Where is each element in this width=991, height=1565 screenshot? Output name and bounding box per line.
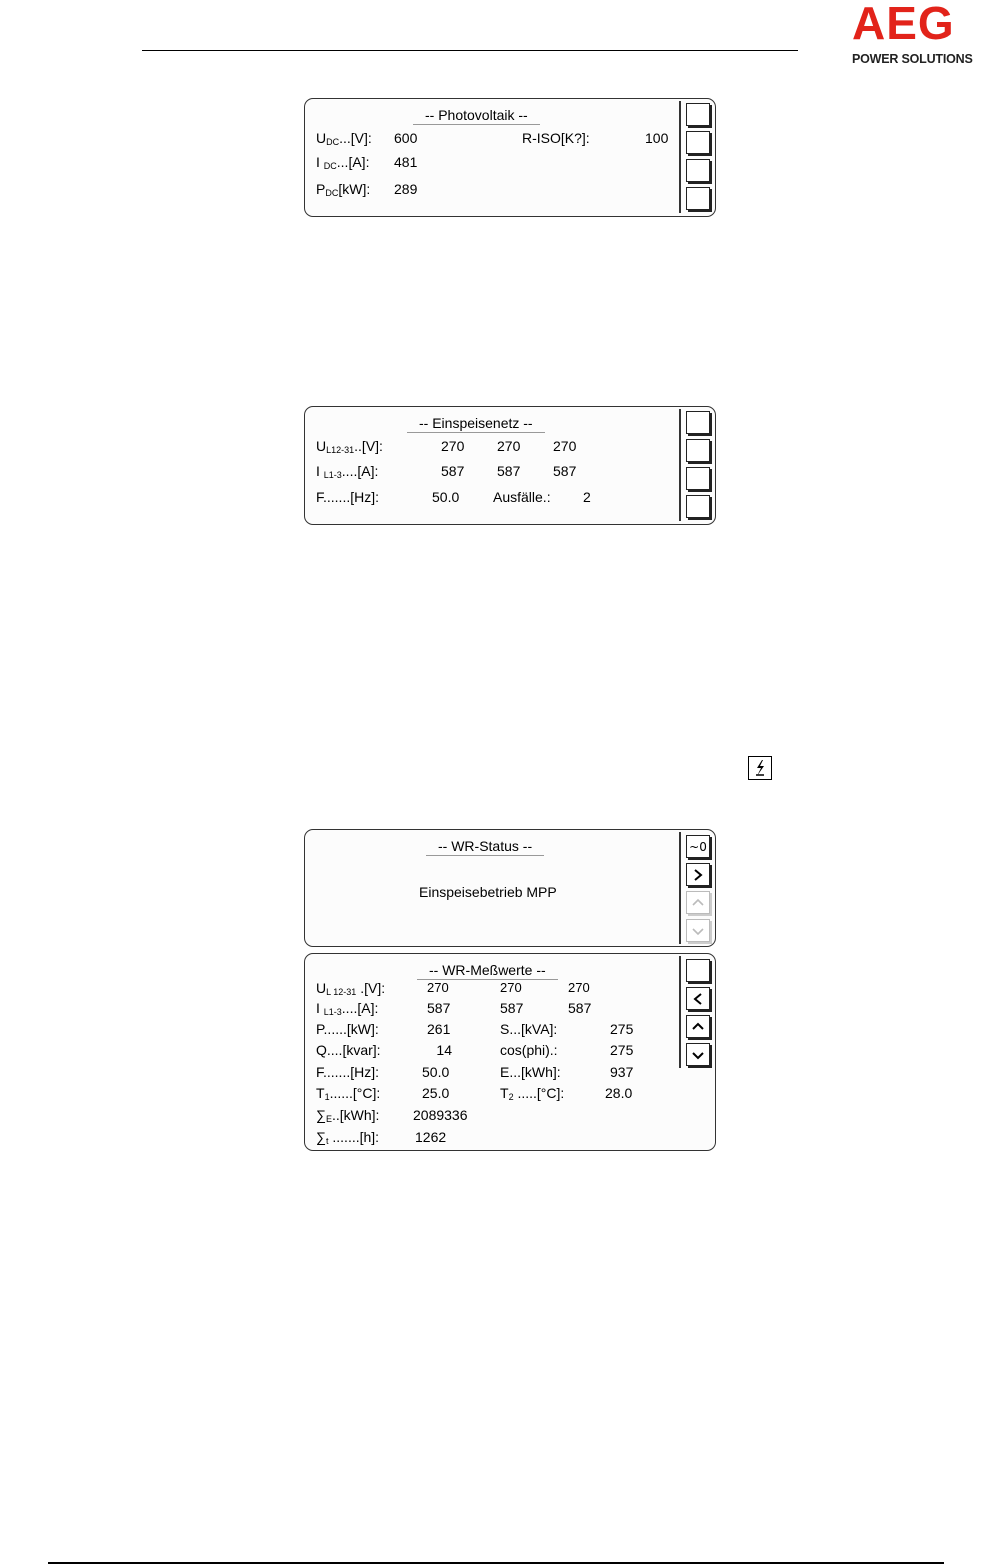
side-button-1[interactable] [686, 411, 710, 434]
photovoltaik-panel [304, 98, 716, 217]
header-rule [142, 50, 798, 51]
s-label: S...[kVA]: [500, 1021, 558, 1037]
lightning-warning-icon [748, 756, 772, 780]
i-label: I $_{L1-3}$....[A]: [316, 1000, 379, 1017]
wr-status-panel [304, 829, 716, 947]
status-text: Einspeisebetrieb MPP [419, 884, 557, 900]
side-divider [679, 956, 681, 1068]
f-value: 50.0 [432, 489, 460, 505]
cos-value: 275 [610, 1042, 634, 1058]
u-value-2: 270 [500, 980, 522, 995]
side-divider [679, 101, 681, 213]
u-value-1: 270 [427, 980, 449, 995]
ausfaelle-label: Ausfälle.: [493, 489, 551, 505]
side-button-2[interactable] [686, 131, 710, 154]
side-button-blank[interactable] [686, 959, 710, 982]
idc-value: 481 [394, 154, 418, 170]
pdc-label: $P_{DC}[kW]$: [316, 181, 371, 198]
side-button-1[interactable] [686, 103, 710, 126]
side-divider [679, 832, 681, 944]
i-value-2: 587 [497, 463, 521, 479]
e-label: E...[kWh]: [500, 1064, 561, 1080]
sum-energy-label: $\sum_E..[kWh]$: [316, 1107, 380, 1124]
panel-title: -- WR-Status -- [426, 838, 544, 856]
q-value: 14 [436, 1042, 452, 1058]
p-value: 261 [427, 1021, 451, 1037]
panel-title: -- WR-Meßwerte -- [417, 962, 558, 980]
logo-tagline: POWER SOLUTIONS [852, 52, 973, 66]
f-value: 50.0 [422, 1064, 450, 1080]
t1-label: $T_1......[^\circ C]$: [316, 1085, 381, 1102]
i-value-3: 587 [568, 1000, 592, 1016]
footer-rule [48, 1562, 944, 1564]
scroll-down-button[interactable] [686, 919, 710, 942]
panel-title: -- Photovoltaik -- [413, 107, 540, 125]
i-value-1: 587 [441, 463, 465, 479]
i-value-3: 587 [553, 463, 577, 479]
wr-messwerte-panel [304, 953, 716, 1151]
u-value-3: 270 [568, 980, 590, 995]
side-divider [679, 409, 681, 521]
pdc-value: 289 [394, 181, 418, 197]
chevron-right-icon [692, 869, 704, 881]
s-value: 275 [610, 1021, 634, 1037]
sum-energy-value: 2089336 [413, 1107, 468, 1123]
panel-title: -- Einspeisenetz -- [407, 415, 545, 433]
q-label: Q....[kvar]: [316, 1042, 381, 1058]
side-button-4[interactable] [686, 187, 710, 210]
side-button-3[interactable] [686, 159, 710, 182]
f-label: F.......[Hz]: [316, 489, 380, 505]
sum-time-label: $\sum_t$ .......[h]: [316, 1129, 380, 1146]
chevron-down-icon [692, 1049, 704, 1061]
t2-value: 28.0 [605, 1085, 633, 1101]
chevron-down-icon [692, 925, 704, 937]
udc-label: $U_{DC}...[V]$: [316, 130, 372, 147]
scroll-down-button[interactable] [686, 1043, 710, 1066]
logo-brand-name: AEG [852, 0, 955, 49]
cos-label: cos(phi).: [500, 1042, 558, 1058]
udc-value: 600 [394, 130, 418, 146]
mode-toggle-button[interactable]: ~0 [686, 835, 710, 858]
t2-label: $T_2$ .....[°C]: [500, 1085, 565, 1102]
side-button-2[interactable] [686, 439, 710, 462]
u-value-3: 270 [553, 438, 577, 454]
chevron-up-icon [692, 1021, 704, 1033]
chevron-left-icon [692, 993, 704, 1005]
t1-value: 25.0 [422, 1085, 450, 1101]
i-value-2: 587 [500, 1000, 524, 1016]
idc-label: I $_{DC}$...[A]: [316, 154, 370, 171]
u-label: $U_{L 12-31}$ .[V]: [316, 980, 386, 997]
back-button[interactable] [686, 987, 710, 1010]
side-button-3[interactable] [686, 467, 710, 490]
scroll-up-button[interactable] [686, 891, 710, 914]
side-button-4[interactable] [686, 495, 710, 518]
i-label: I $_{L1-3}$....[A]: [316, 463, 379, 480]
e-value: 937 [610, 1064, 634, 1080]
p-label: P......[kW]: [316, 1021, 379, 1037]
riso-label: R-ISO[K?]: [522, 130, 590, 146]
next-button[interactable] [686, 863, 710, 886]
i-value-1: 587 [427, 1000, 451, 1016]
f-label: F.......[Hz]: [316, 1064, 380, 1080]
riso-value: 100 [645, 130, 669, 146]
u-value-2: 270 [497, 438, 521, 454]
einspeisenetz-panel [304, 406, 716, 525]
aeg-logo [848, 0, 991, 70]
scroll-up-button[interactable] [686, 1015, 710, 1038]
sum-time-value: 1262 [415, 1129, 447, 1145]
u-value-1: 270 [441, 438, 465, 454]
ausfaelle-value: 2 [583, 489, 591, 505]
chevron-up-icon [692, 897, 704, 909]
u-label: $U_{L12-31}..[V]$: [316, 438, 383, 455]
